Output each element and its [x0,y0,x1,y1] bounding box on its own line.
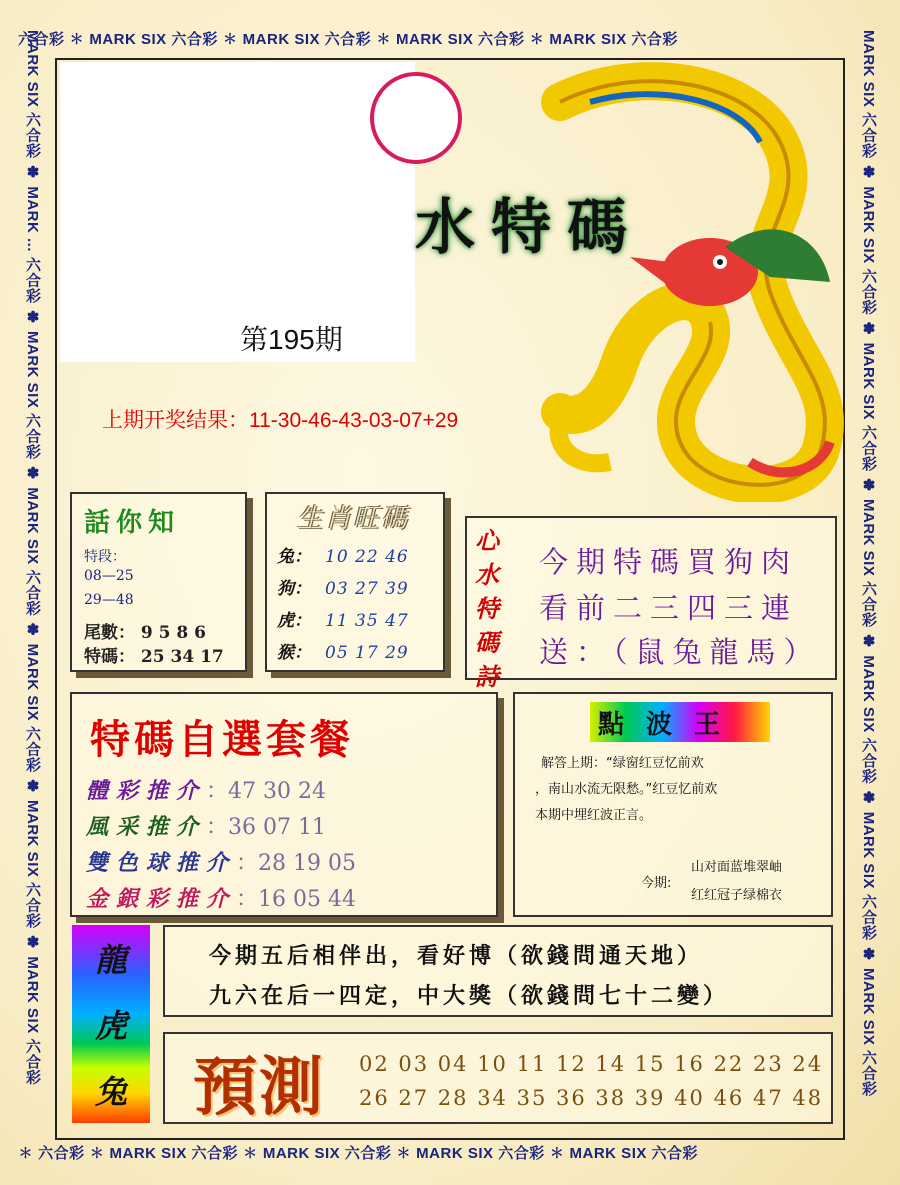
animal-column [72,925,150,1123]
answer-line-3: 本期中埋红波正言。 [535,808,653,823]
zodiac-animal: 猴： [277,643,311,663]
prediction-box [163,1032,833,1124]
tips-box [163,925,833,1017]
zodiac-row [277,638,409,663]
last-result [102,404,458,434]
zodiac-box [265,492,445,672]
prediction-title: 預測 [193,1050,325,1125]
border-top: 六合彩 ✽ MARK SIX 六合彩 ✽ MARK SIX 六合彩 ✽ MARK SIX 六合彩 ✽ MARK SIX 六合彩 [18,31,678,48]
special-row [84,642,224,667]
zodiac-numbers: 05 17 29 [325,643,409,663]
package-label: 風采推介 [86,814,207,840]
package-row [86,882,356,913]
issue-number: 第195期 [240,324,343,355]
zodiac-numbers: 03 27 39 [325,579,409,599]
package-row [86,774,326,805]
zodiac-row [277,574,409,599]
package-row [86,810,326,841]
current-line-2: 红红冠子绿棉衣 [691,888,783,903]
tail-label: 尾數： [84,623,135,643]
animal-2: 虎 [94,1007,127,1045]
hua-ni-zhi-title: 話你知 [84,508,181,538]
package-value: ：28 19 05 [236,851,356,876]
last-result-numbers: 11-30-46-43-03-07+29 [249,409,459,432]
answer-line-2: ，南山水流无限愁。”红豆忆前欢 [535,782,718,797]
animal-3: 兔 [94,1073,127,1111]
zodiac-animal: 狗： [277,579,311,599]
prediction-row-2: 26 27 28 34 35 36 38 39 40 46 47 48 [359,1086,824,1110]
zodiac-row [277,606,409,631]
package-box [70,692,498,917]
border-left: MARK SIX 六合彩 ✽ MARK ... 六合彩 ✽ MARK SIX 六合彩 ✽ MARK SIX 六合彩 ✽ MARK SIX 六合彩 ✽ MARK SIX 六合彩 ✽ MARK SIX 六合彩 [24,30,41,1085]
zodiac-numbers: 11 35 47 [325,611,409,631]
answer-line-1: 解答上期：“绿窗红豆忆前欢 [541,756,704,771]
package-label: 體彩推介 [86,778,207,804]
package-value: ：16 05 44 [236,887,356,912]
poem-label: 心水特碼詩 [475,526,499,691]
border-right: MARK SIX 六合彩 ✽ MARK SIX 六合彩 ✽ MARK SIX 六合彩 ✽ MARK SIX 六合彩 ✽ MARK SIX 六合彩 ✽ MARK SIX 六合彩 ✽ MARK SIX 六合彩 [860,30,877,1097]
segment-label: 特段： [84,549,126,565]
special-value: 25 34 17 [140,647,224,667]
tips-line-2: 九六在后一四定，中大獎（欲錢問七十二變） [209,983,730,1009]
poem-line-1: 今期特碼買狗肉 [539,545,799,579]
logo-icon [370,72,462,164]
package-row [86,846,356,877]
wave-king-banner [590,702,770,742]
logo-area [60,62,415,362]
wave-king-box [513,692,833,917]
page-title: 水特碼 [415,193,643,263]
tail-row [84,618,206,643]
last-result-label: 上期开奖结果： [102,409,249,432]
wave-king-title: 點波王 [598,710,743,740]
hua-ni-zhi-box [70,492,247,672]
package-value: ：47 30 24 [206,779,326,804]
dragon-illustration [520,62,845,502]
current-label: 今期: [641,876,672,891]
zodiac-numbers: 10 22 46 [325,547,409,567]
zodiac-animal: 兔： [277,547,311,567]
tail-value: 9 5 8 6 [140,623,206,643]
segment-1: 08—25 [84,568,134,584]
poem-line-3: 送：（鼠兔龍馬） [539,635,821,669]
package-label: 金銀彩推介 [86,886,237,912]
package-label: 雙色球推介 [86,850,237,876]
special-label: 特碼： [84,647,135,667]
border-bottom: ✽ 六合彩 ✽ MARK SIX 六合彩 ✽ MARK SIX 六合彩 ✽ MARK SIX 六合彩 ✽ MARK SIX 六合彩 [18,1145,699,1162]
current-line-1: 山对面蓝堆翠岫 [691,860,783,875]
zodiac-animal: 虎： [277,611,311,631]
animal-1: 龍 [94,941,127,979]
zodiac-title: 生肖旺碼 [297,504,410,534]
tips-line-1: 今期五后相伴出，看好博（欲錢問通天地） [209,943,704,969]
segment-2: 29—48 [84,592,134,608]
poem-box [465,516,837,691]
package-title: 特碼自選套餐 [90,716,354,763]
zodiac-row [277,542,409,567]
prediction-row-1: 02 03 04 10 11 12 14 15 16 22 23 24 [359,1052,824,1076]
package-value: ：36 07 11 [206,815,326,840]
poem-line-2: 看前二三四三連 [539,591,799,625]
